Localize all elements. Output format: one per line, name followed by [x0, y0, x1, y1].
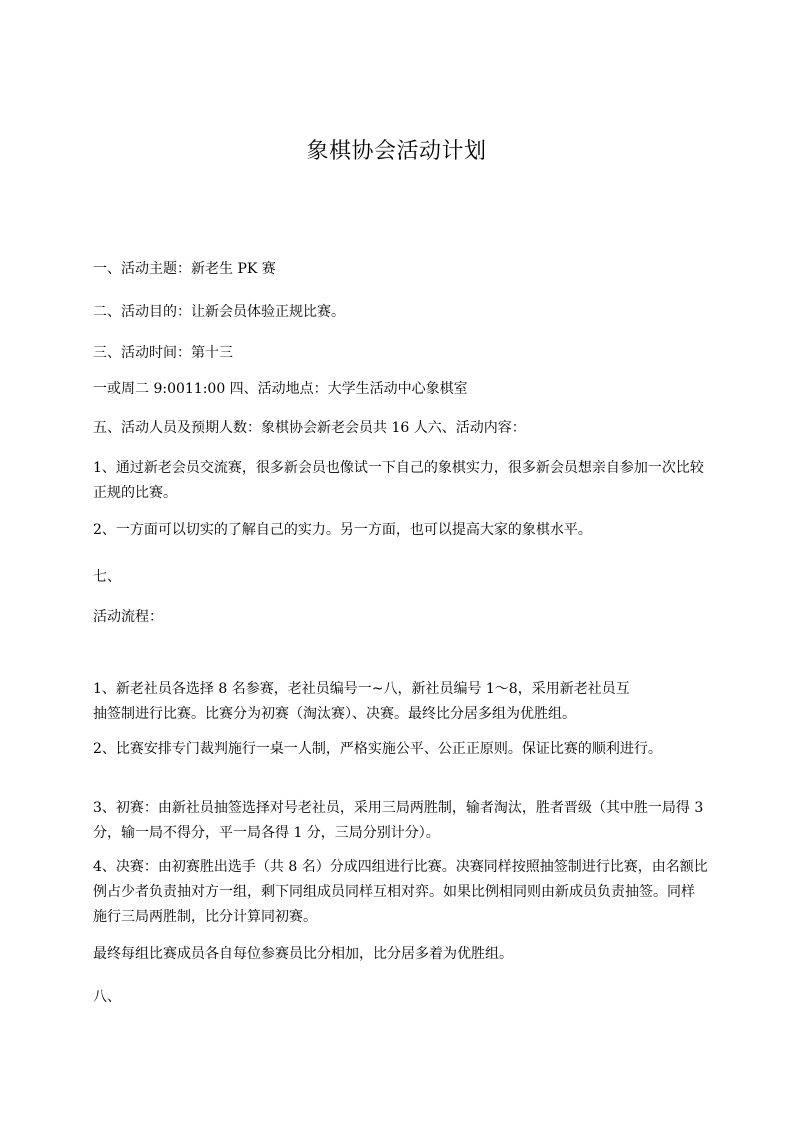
- flow-item-3: 3、初赛：由新社员抽签选择对号老社员，采用三局两胜制，输者淘汰，胜者晋级（其中胜一局得 3 分，输一局不得分，平一局各得 1 分，三局分别计分）。: [93, 800, 704, 841]
- final-note: 最终每组比赛成员各自每位参赛员比分相加，比分居多着为优胜组。: [93, 946, 513, 962]
- flow-item-1-line-1: 1、新老社员各选择 8 名参赛，老社员编号一~八，新社员编号 1～8，采用新老社员互: [93, 681, 630, 697]
- flow-item-2: 2、比赛安排专门裁判施行一桌一人制，严格实施公平、公正正原则。保证比赛的顺利进行。: [93, 741, 662, 757]
- content-paragraph-2: 2、一方面可以切实的了解自己的实力。另一方面，也可以提高大家的象棋水平。: [93, 522, 592, 538]
- content-paragraph-1: 1、通过新老会员交流赛，很多新会员也像试一下自己的象棋实力，很多新会员想亲自参加一次比较正规的比赛。: [93, 460, 704, 501]
- activity-flow-heading: 活动流程：: [93, 609, 163, 625]
- activity-participants-line: 五、活动人员及预期人数：象棋协会新老会员共 16 人六、活动内容：: [93, 420, 526, 436]
- section-seven-heading: 七、: [93, 569, 121, 585]
- activity-theme-line: 一、活动主题：新老生 PK 赛: [93, 261, 276, 277]
- flow-item-1-line-2: 抽签制进行比赛。比赛分为初赛（淘汰赛）、决赛。最终比分居多组为优胜组。: [93, 706, 576, 722]
- document-title: 象棋协会活动计划: [306, 139, 487, 164]
- activity-time-place-line: 一或周二 9:0011:00 四、活动地点：大学生活动中心象棋室: [93, 381, 468, 397]
- activity-purpose-line: 二、活动目的：让新会员体验正规比赛。: [93, 304, 345, 320]
- section-eight-heading: 八、: [93, 989, 121, 1005]
- flow-item-4: 4、决赛：由初赛胜出选手（共 8 名）分成四组进行比赛。决赛同样按照抽签制进行比赛，由名额比例占少者负责抽对方一组，剩下同组成员同样互相对弈。如果比例相同则由新成员负责抽签。同样施行三局两胜制，比分计算同初赛。: [93, 859, 708, 925]
- activity-time-line: 三、活动时间：第十三: [93, 345, 233, 361]
